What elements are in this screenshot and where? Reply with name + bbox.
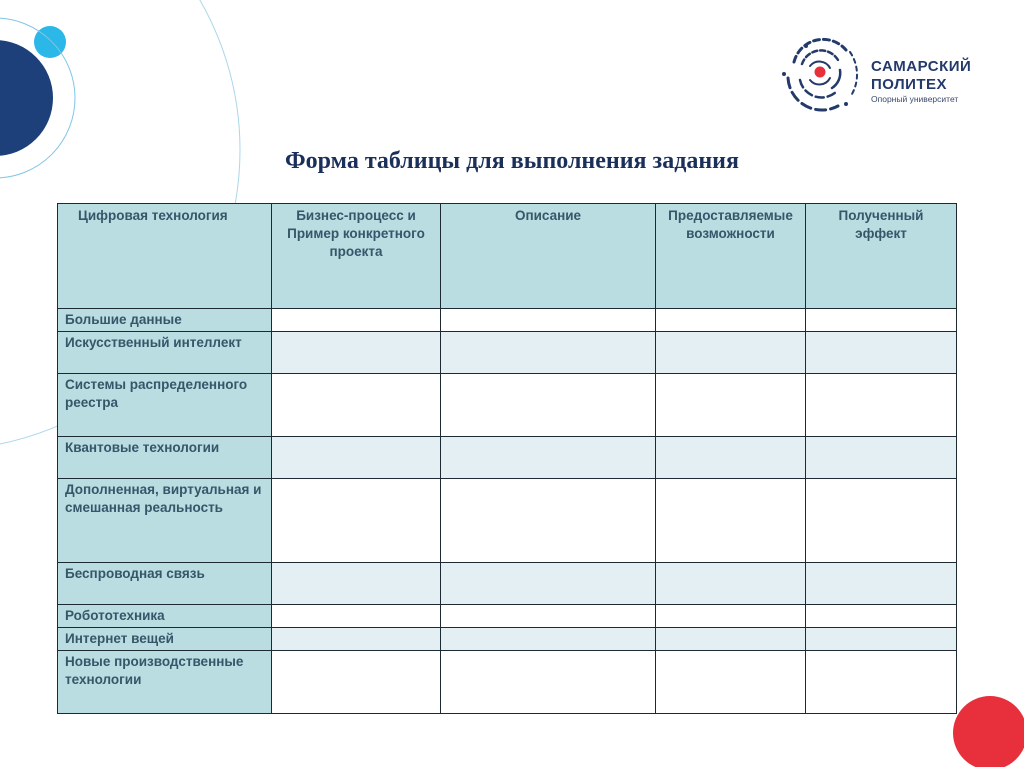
- empty-cell[interactable]: [656, 605, 806, 628]
- empty-cell[interactable]: [441, 563, 656, 605]
- header-opportunities: Предоставляемые возможности: [656, 204, 806, 309]
- row-label: Большие данные: [58, 309, 272, 332]
- row-label: Интернет вещей: [58, 628, 272, 651]
- empty-cell[interactable]: [441, 628, 656, 651]
- empty-cell[interactable]: [441, 332, 656, 374]
- empty-cell[interactable]: [806, 479, 957, 563]
- row-label: Робототехника: [58, 605, 272, 628]
- logo-line-1: САМАРСКИЙ: [871, 58, 972, 75]
- empty-cell[interactable]: [441, 437, 656, 479]
- empty-cell[interactable]: [806, 332, 957, 374]
- empty-cell[interactable]: [806, 437, 957, 479]
- empty-cell[interactable]: [272, 374, 441, 437]
- empty-cell[interactable]: [272, 628, 441, 651]
- task-form-table: [57, 203, 957, 714]
- empty-cell[interactable]: [656, 563, 806, 605]
- table-row: [58, 332, 957, 374]
- table-row: [58, 628, 957, 651]
- empty-cell[interactable]: [272, 309, 441, 332]
- empty-cell[interactable]: [656, 374, 806, 437]
- empty-cell[interactable]: [272, 332, 441, 374]
- empty-cell[interactable]: [441, 374, 656, 437]
- table-row: [58, 309, 957, 332]
- empty-cell[interactable]: [806, 651, 957, 714]
- empty-cell[interactable]: [272, 437, 441, 479]
- empty-cell[interactable]: [272, 563, 441, 605]
- table-row: [58, 563, 957, 605]
- empty-cell[interactable]: [272, 479, 441, 563]
- empty-cell[interactable]: [656, 479, 806, 563]
- large-navy-circle: [0, 40, 53, 156]
- empty-cell[interactable]: [272, 605, 441, 628]
- header-digital-technology: Цифровая технология: [58, 204, 272, 309]
- table-row: [58, 605, 957, 628]
- header-effect: Полученный эффект: [806, 204, 957, 309]
- logo-line-2: ПОЛИТЕХ: [871, 76, 948, 93]
- empty-cell[interactable]: [806, 628, 957, 651]
- concentric-orbits-logo-icon: [776, 22, 868, 122]
- row-label: Квантовые технологии: [58, 437, 272, 479]
- header-description: Описание: [441, 204, 656, 309]
- empty-cell[interactable]: [806, 605, 957, 628]
- empty-cell[interactable]: [806, 563, 957, 605]
- row-label: Беспроводная связь: [58, 563, 272, 605]
- row-label: Системы распределенного реестра: [58, 374, 272, 437]
- table-row: [58, 374, 957, 437]
- logo-tagline: Опорный университет: [871, 94, 959, 104]
- empty-cell[interactable]: [656, 309, 806, 332]
- empty-cell[interactable]: [441, 309, 656, 332]
- empty-cell[interactable]: [656, 651, 806, 714]
- table-row: [58, 651, 957, 714]
- empty-cell[interactable]: [806, 309, 957, 332]
- page-title: Форма таблицы для выполнения задания: [285, 148, 739, 174]
- empty-cell[interactable]: [656, 332, 806, 374]
- row-label: Новые производственные технологии: [58, 651, 272, 714]
- empty-cell[interactable]: [656, 628, 806, 651]
- table-header-row: [58, 204, 957, 309]
- empty-cell[interactable]: [656, 437, 806, 479]
- row-label: Искусственный интеллект: [58, 332, 272, 374]
- empty-cell[interactable]: [806, 374, 957, 437]
- header-business-process: Бизнес-процесс и Пример конкретного проекта: [272, 204, 441, 309]
- empty-cell[interactable]: [441, 479, 656, 563]
- red-corner-circle: [953, 696, 1024, 767]
- university-logo: [776, 22, 991, 122]
- table-row: [58, 479, 957, 563]
- row-label: Дополненная, виртуальная и смешанная реальность: [58, 479, 272, 563]
- empty-cell[interactable]: [441, 651, 656, 714]
- empty-cell[interactable]: [272, 651, 441, 714]
- empty-cell[interactable]: [441, 605, 656, 628]
- table-row: [58, 437, 957, 479]
